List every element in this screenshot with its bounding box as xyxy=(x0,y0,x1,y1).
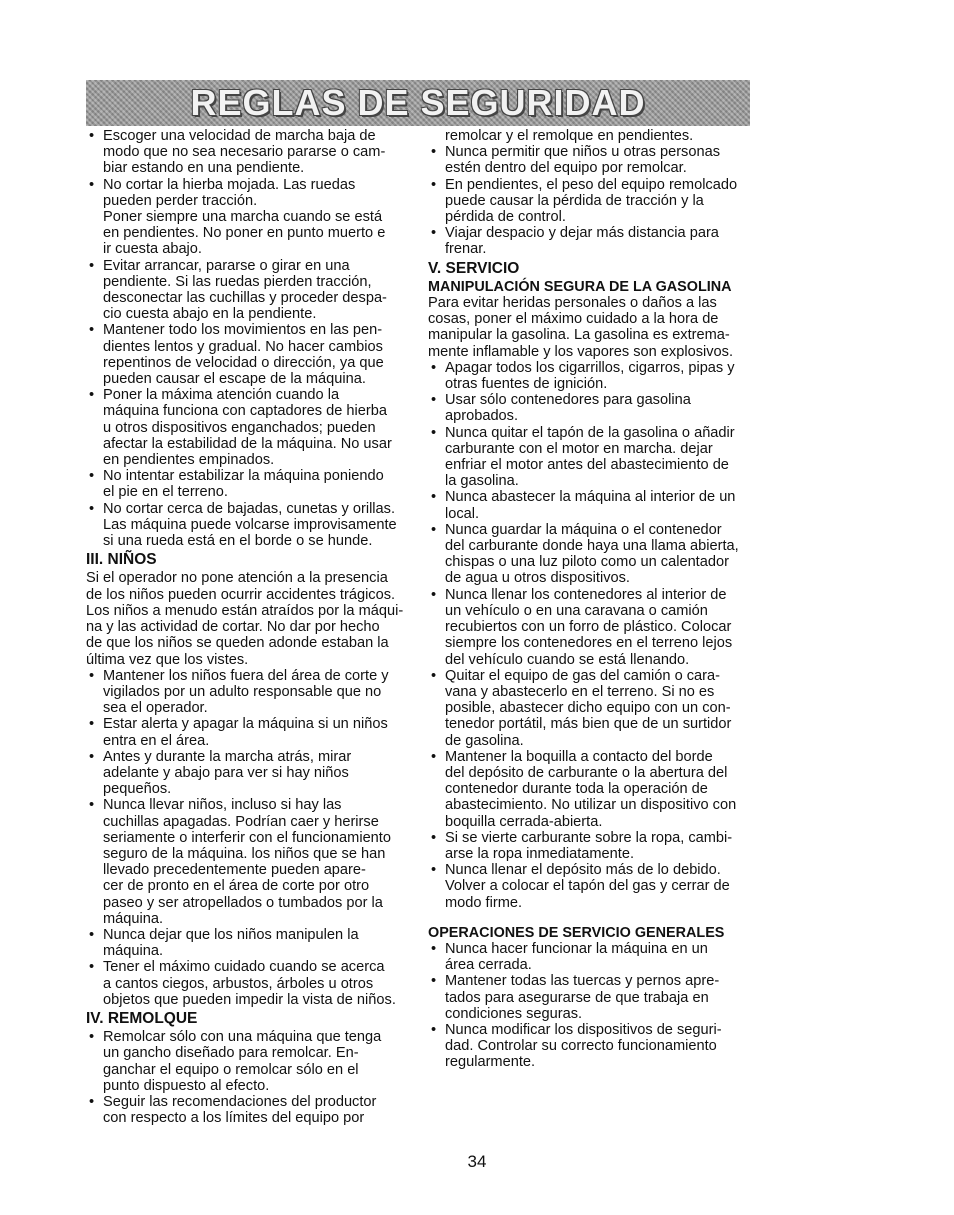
bullet-icon: • xyxy=(431,973,437,990)
list-item-text: Mantener los niños fuera del área de corte y vigilados por un adulto responsable que no sea el operador. xyxy=(103,667,389,717)
list-item xyxy=(86,668,416,717)
subheading-gasolina: MANIPULACIÓN SEGURA DE LA GASOLINA xyxy=(428,278,732,295)
bullet-icon: • xyxy=(431,521,437,538)
bullet-icon: • xyxy=(89,926,95,943)
list-item xyxy=(428,830,758,862)
list-item-text: Remolcar sólo con una máquina que tenga un gancho diseñado para remolcar. En- ganchar el equipo o remolcar sólo en el punto dispuesto al efecto. xyxy=(103,1029,382,1094)
list-item-text: Estar alerta y apagar la máquina si un niños entra en el área. xyxy=(103,716,388,749)
list-item xyxy=(86,959,416,1008)
list-item xyxy=(86,128,416,177)
list-item xyxy=(86,177,416,209)
bullet-list xyxy=(428,144,758,257)
bullet-icon: • xyxy=(431,862,437,879)
list-item-text: Tener el máximo cuidado cuando se acerca a cantos ciegos, arbustos, árboles u otros objetos que pueden impedir la vista de niños. xyxy=(103,959,396,1008)
bullet-icon: • xyxy=(431,176,437,193)
bullet-icon: • xyxy=(431,667,437,684)
bullet-icon: • xyxy=(89,1029,95,1046)
list-item-text: Nunca guardar la máquina o el contenedor del carburante donde haya una llama abierta, chispas o una luz piloto como un calentador de agua u otros dispositivos. xyxy=(445,521,739,587)
bullet-list xyxy=(86,128,416,209)
list-item-text: Mantener todas las tuercas y pernos apre- tados para asegurarse de que trabaja en condiciones seguras. xyxy=(445,973,720,1022)
banner-title: REGLAS DE SEGURIDAD xyxy=(190,82,646,123)
list-item xyxy=(428,144,758,176)
list-item xyxy=(86,1094,416,1126)
bullet-list xyxy=(86,258,416,550)
paragraph-ninos: Si el operador no pone atención a la presencia de los niños pueden ocurrir accidentes trágicos. Los niños a menudo están atraídos por la máqui- na y las actividad de cortar. No dar por hecho de que los niños se queden adonde estaban la última vez que los vistes. xyxy=(86,570,404,668)
list-item-text: Escoger una velocidad de marcha baja de modo que no sea necesario pararse o cam- biar estando en una pendiente. xyxy=(103,128,386,177)
bullet-icon: • xyxy=(431,225,437,242)
bullet-icon: • xyxy=(89,468,95,485)
list-item xyxy=(428,489,758,521)
list-item-text: Nunca llevar niños, incluso si hay las cuchillas apagadas. Podrían caer y herirse seriamente o interferir con el funcionamiento seguro de la máquina. los niños que se han llevado precedentemente pueden apare- cer de pronto en el área de corte por otro paseo y ser atropellados o tumbados por la máquina. xyxy=(103,797,391,927)
bullet-list xyxy=(428,360,758,911)
heading-ninos: III. NIÑOS xyxy=(86,551,157,569)
bullet-icon: • xyxy=(89,959,95,976)
bullet-icon: • xyxy=(431,748,437,765)
bullet-icon: • xyxy=(431,489,437,506)
heading-servicio: V. SERVICIO xyxy=(428,259,520,277)
list-item-text: Si se vierte carburante sobre la ropa, cambi- arse la ropa inmediatamente. xyxy=(445,829,733,862)
list-item-text: Mantener todo los movimientos en las pen- dientes lentos y gradual. No hacer cambios repentinos de velocidad o dirección, ya que pueden causar el escape de la máquina. xyxy=(103,322,384,388)
bullet-icon: • xyxy=(89,500,95,517)
bullet-icon: • xyxy=(89,1093,95,1110)
subheading-operaciones: OPERACIONES DE SERVICIO GENERALES xyxy=(428,924,725,941)
bullet-icon: • xyxy=(89,387,95,404)
page-number: 34 xyxy=(467,1152,487,1171)
list-item xyxy=(428,225,758,257)
list-item xyxy=(428,177,758,226)
list-item xyxy=(86,501,416,550)
bullet-icon: • xyxy=(431,392,437,409)
bullet-icon: • xyxy=(89,667,95,684)
list-item-text: Nunca llenar los contenedores al interior de un vehículo o en una caravana o camión recubiertos con un forro de plástico. Colocar siempre los contenedores en el terreno lejos del vehículo cuando se está llenando. xyxy=(445,586,733,668)
list-item-text: Nunca llenar el depósito más de lo debido. Volver a colocar el tapón del gas y cerrar de modo firme. xyxy=(445,862,730,911)
list-item xyxy=(86,927,416,959)
bullet-list xyxy=(428,941,758,1071)
list-item-text: Poner la máxima atención cuando la máquina funciona con captadores de hierba u otros dispositivos enganchados; pueden afectar la estabilidad de la máquina. No usar en pendientes empinados. xyxy=(103,387,392,469)
right-column xyxy=(428,128,758,1071)
list-item xyxy=(86,716,416,748)
list-item xyxy=(86,387,416,468)
bullet-icon: • xyxy=(89,322,95,339)
list-item xyxy=(428,360,758,392)
bullet-icon: • xyxy=(89,716,95,733)
bullet-icon: • xyxy=(431,586,437,603)
left-column xyxy=(86,128,416,1126)
list-item-text: En pendientes, el peso del equipo remolcado puede causar la pérdida de tracción y la pérdida de control. xyxy=(445,176,738,226)
list-item-text: Nunca quitar el tapón de la gasolina o añadir carburante con el motor en marcha. dejar enfriar el motor antes del abastecimiento de la gasolina. xyxy=(445,424,735,490)
bullet-icon: • xyxy=(431,424,437,441)
list-item-text: Usar sólo contenedores para gasolina aprobados. xyxy=(445,392,691,425)
heading-remolque: IV. REMOLQUE xyxy=(86,1009,198,1027)
list-item xyxy=(428,587,758,668)
list-item xyxy=(428,749,758,830)
list-item xyxy=(428,862,758,911)
list-item xyxy=(428,668,758,749)
list-item-text: Mantener la boquilla a contacto del borde del depósito de carburante o la abertura del contenedor durante toda la operación de abastecimiento. No utilizar un dispositivo con boquilla cerrada-abierta. xyxy=(445,748,737,830)
bullet-icon: • xyxy=(89,128,95,144)
paragraph-continuation: Poner siempre una marcha cuando se está en pendientes. No poner en punto muerto e ir cuesta abajo. xyxy=(103,209,386,258)
bullet-icon: • xyxy=(89,257,95,274)
list-item-text: Apagar todos los cigarrillos, cigarros, pipas y otras fuentes de ignición. xyxy=(445,359,735,393)
list-item xyxy=(86,258,416,323)
list-item-text: Seguir las recomendaciones del productor con respecto a los límites del equipo por xyxy=(103,1093,377,1127)
list-item-text: Quitar el equipo de gas del camión o cara- vana y abastecerlo en el terreno. Si no es posible, abastecer dicho equipo con un con- tenedor portátil, más bien que de un surtidor de gasolina. xyxy=(445,667,732,749)
paragraph-gasolina: Para evitar heridas personales o daños a las cosas, poner el máximo cuidado a la hora de manipular la gasolina. La gasolina es extrema- mente inflamable y los vapores son explosivos. xyxy=(428,295,734,360)
list-item xyxy=(428,522,758,587)
list-item xyxy=(86,468,416,500)
bullet-icon: • xyxy=(89,748,95,765)
list-item xyxy=(86,1029,416,1094)
bullet-icon: • xyxy=(431,829,437,846)
list-item xyxy=(428,941,758,973)
list-item-text: Antes y durante la marcha atrás, mirar adelante y abajo para ver si hay niños pequeños. xyxy=(103,748,352,798)
bullet-icon: • xyxy=(431,359,437,376)
list-item xyxy=(428,392,758,424)
bullet-icon: • xyxy=(431,144,437,161)
list-item xyxy=(86,749,416,798)
list-item xyxy=(428,973,758,1022)
bullet-icon: • xyxy=(431,1021,437,1038)
list-item xyxy=(86,322,416,387)
list-item-text: Nunca dejar que los niños manipulen la máquina. xyxy=(103,926,359,960)
list-item-text: Viajar despacio y dejar más distancia para frenar. xyxy=(445,225,719,258)
bullet-icon: • xyxy=(89,176,95,193)
list-item xyxy=(86,797,416,927)
section-banner xyxy=(86,80,750,126)
list-item xyxy=(428,425,758,490)
bullet-icon: • xyxy=(431,940,437,957)
list-item-text: Nunca modificar los dispositivos de seguri- dad. Controlar su correcto funcionamiento regularmente. xyxy=(445,1021,722,1071)
bullet-icon: • xyxy=(89,797,95,814)
list-item-text: Evitar arrancar, pararse o girar en una pendiente. Si las ruedas pierden tracción, desconectar las cuchillas y proceder despa- cio cuesta abajo en la pendiente. xyxy=(103,257,387,323)
list-item-text: Nunca hacer funcionar la máquina en un área cerrada. xyxy=(445,940,708,974)
list-item-text: No cortar cerca de bajadas, cunetas y orillas. Las máquina puede volcarse improvisamente si una rueda está en el borde o se hunde. xyxy=(103,500,397,550)
list-item-text: No cortar la hierba mojada. Las ruedas pueden perder tracción. xyxy=(103,176,356,209)
list-item-text: Nunca abastecer la máquina al interior de un local. xyxy=(445,489,736,522)
bullet-list xyxy=(86,668,416,1008)
list-item-text: Nunca permitir que niños u otras personas estén dentro del equipo por remolcar. xyxy=(445,144,720,177)
bullet-list xyxy=(86,1029,416,1126)
list-item xyxy=(428,1022,758,1071)
paragraph-continuation: remolcar y el remolque en pendientes. xyxy=(445,128,694,144)
list-item-text: No intentar estabilizar la máquina poniendo el pie en el terreno. xyxy=(103,468,384,501)
